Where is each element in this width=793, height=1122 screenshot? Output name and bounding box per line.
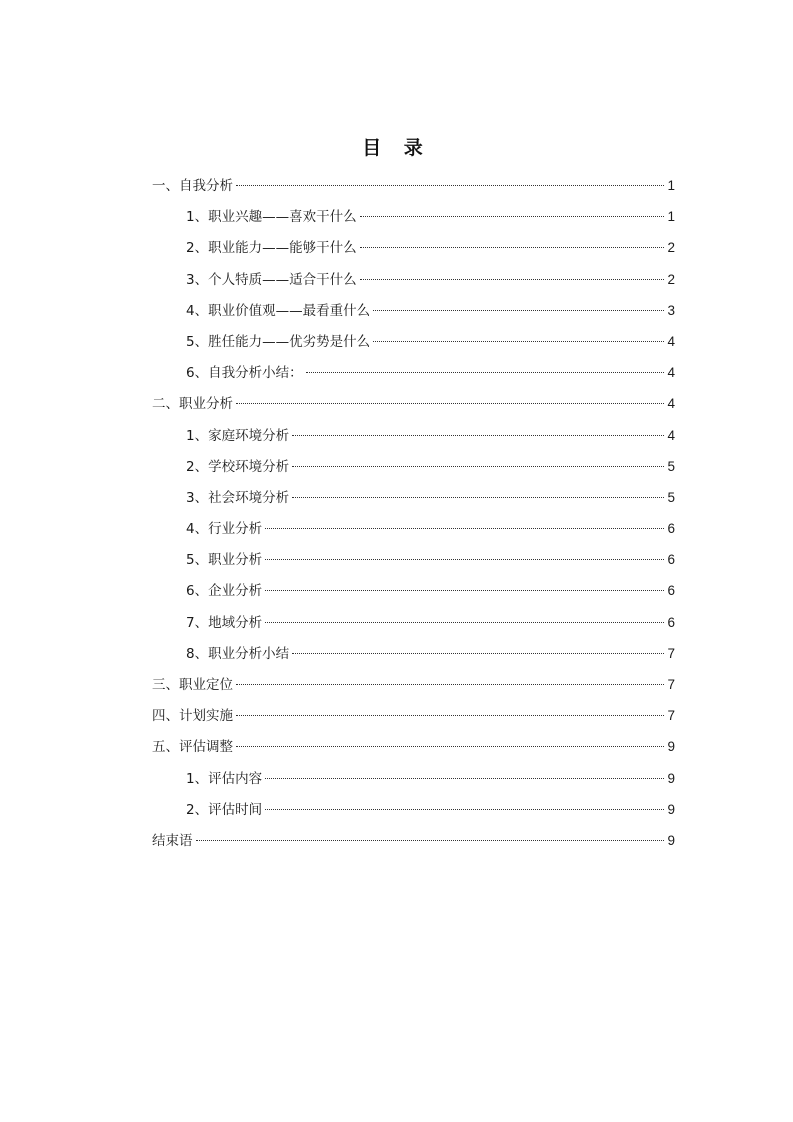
toc-entry-page-number: 6 — [667, 552, 675, 568]
toc-entry[interactable] — [152, 357, 675, 388]
toc-dot-leader — [373, 341, 664, 342]
toc-entry[interactable] — [152, 544, 675, 575]
toc-entry-page-number: 4 — [667, 365, 675, 381]
toc-dot-leader — [360, 279, 665, 280]
toc-entry[interactable] — [152, 825, 675, 856]
toc-entry-label: 5、胜任能力——优劣势是什么 — [186, 333, 371, 350]
toc-list — [152, 170, 675, 856]
toc-dot-leader — [236, 746, 664, 747]
toc-entry-label: 8、职业分析小结 — [186, 645, 290, 662]
toc-entry-page-number: 7 — [667, 708, 675, 724]
toc-dot-leader — [373, 310, 664, 311]
toc-entry[interactable] — [152, 232, 675, 263]
toc-entry-page-number: 9 — [667, 832, 675, 848]
toc-dot-leader — [306, 372, 665, 373]
toc-entry-page-number: 2 — [667, 240, 675, 256]
toc-entry-label: 5、职业分析 — [186, 552, 263, 569]
toc-entry[interactable] — [152, 388, 675, 419]
toc-entry-label: 四、计划实施 — [152, 708, 233, 725]
toc-dot-leader — [265, 778, 664, 779]
toc-entry-page-number: 4 — [667, 427, 675, 443]
toc-dot-leader — [360, 247, 665, 248]
toc-entry-page-number: 1 — [667, 209, 675, 225]
toc-entry-page-number: 6 — [667, 614, 675, 630]
toc-dot-leader — [265, 559, 664, 560]
toc-entry-label: 3、个人特质——适合干什么 — [186, 271, 357, 288]
toc-dot-leader — [196, 840, 665, 841]
toc-entry[interactable] — [152, 170, 675, 201]
toc-entry-label: 4、职业价值观——最看重什么 — [186, 302, 371, 319]
toc-entry-page-number: 5 — [667, 458, 675, 474]
toc-entry-page-number: 2 — [667, 271, 675, 287]
toc-entry-label: 三、职业定位 — [152, 677, 233, 693]
toc-dot-leader — [265, 590, 664, 591]
toc-entry-page-number: 6 — [667, 583, 675, 599]
toc-entry-page-number: 5 — [667, 489, 675, 505]
toc-entry[interactable] — [152, 607, 675, 638]
toc-entry-label: 一、自我分析 — [152, 178, 233, 194]
toc-dot-leader — [265, 809, 664, 810]
toc-dot-leader — [360, 216, 665, 217]
toc-entry-label: 4、行业分析 — [186, 521, 263, 538]
toc-entry-label: 五、评估调整 — [152, 739, 233, 756]
toc-dot-leader — [265, 622, 664, 623]
toc-entry-page-number: 9 — [667, 801, 675, 817]
toc-entry-label: 1、职业兴趣——喜欢干什么 — [186, 209, 357, 226]
toc-entry[interactable] — [152, 326, 675, 357]
toc-entry[interactable] — [152, 669, 675, 700]
toc-entry-page-number: 6 — [667, 521, 675, 537]
toc-dot-leader — [292, 466, 664, 467]
toc-entry[interactable] — [152, 513, 675, 544]
toc-entry-label: 1、家庭环境分析 — [186, 427, 290, 444]
toc-entry[interactable] — [152, 763, 675, 794]
toc-entry-page-number: 7 — [667, 677, 675, 692]
toc-dot-leader — [292, 497, 664, 498]
toc-entry-label: 2、学校环境分析 — [186, 458, 290, 475]
toc-entry-label: 6、企业分析 — [186, 583, 263, 600]
toc-title: 目 录 — [362, 137, 431, 159]
toc-dot-leader — [236, 684, 664, 685]
toc-entry[interactable] — [152, 264, 675, 295]
toc-entry-page-number: 7 — [667, 645, 675, 661]
toc-entry-page-number: 4 — [667, 396, 675, 412]
toc-entry-label: 1、评估内容 — [186, 770, 263, 787]
toc-dot-leader — [236, 403, 664, 404]
toc-dot-leader — [292, 653, 664, 654]
toc-dot-leader — [236, 715, 664, 716]
toc-entry-page-number: 4 — [667, 333, 675, 349]
toc-entry-label: 6、自我分析小结： — [186, 365, 303, 382]
toc-entry[interactable] — [152, 451, 675, 482]
toc-entry[interactable] — [152, 295, 675, 326]
toc-entry-page-number: 9 — [667, 739, 675, 755]
toc-entry[interactable] — [152, 731, 675, 762]
toc-entry[interactable] — [152, 420, 675, 451]
toc-entry-page-number: 1 — [667, 178, 675, 193]
toc-dot-leader — [292, 435, 664, 436]
toc-entry-label: 结束语 — [152, 832, 193, 849]
toc-dot-leader — [265, 528, 664, 529]
toc-entry[interactable] — [152, 482, 675, 513]
toc-entry-label: 2、职业能力——能够干什么 — [186, 240, 357, 257]
toc-entry-label: 7、地域分析 — [186, 614, 263, 631]
toc-entry[interactable] — [152, 700, 675, 731]
toc-entry-label: 3、社会环境分析 — [186, 489, 290, 506]
toc-entry[interactable] — [152, 794, 675, 825]
toc-entry[interactable] — [152, 638, 675, 669]
toc-entry-label: 2、评估时间 — [186, 801, 263, 818]
toc-entry-label: 二、职业分析 — [152, 396, 233, 413]
toc-dot-leader — [236, 185, 664, 186]
toc-entry[interactable] — [152, 575, 675, 606]
toc-entry-page-number: 9 — [667, 770, 675, 786]
toc-entry-page-number: 3 — [667, 302, 675, 318]
toc-entry[interactable] — [152, 201, 675, 232]
